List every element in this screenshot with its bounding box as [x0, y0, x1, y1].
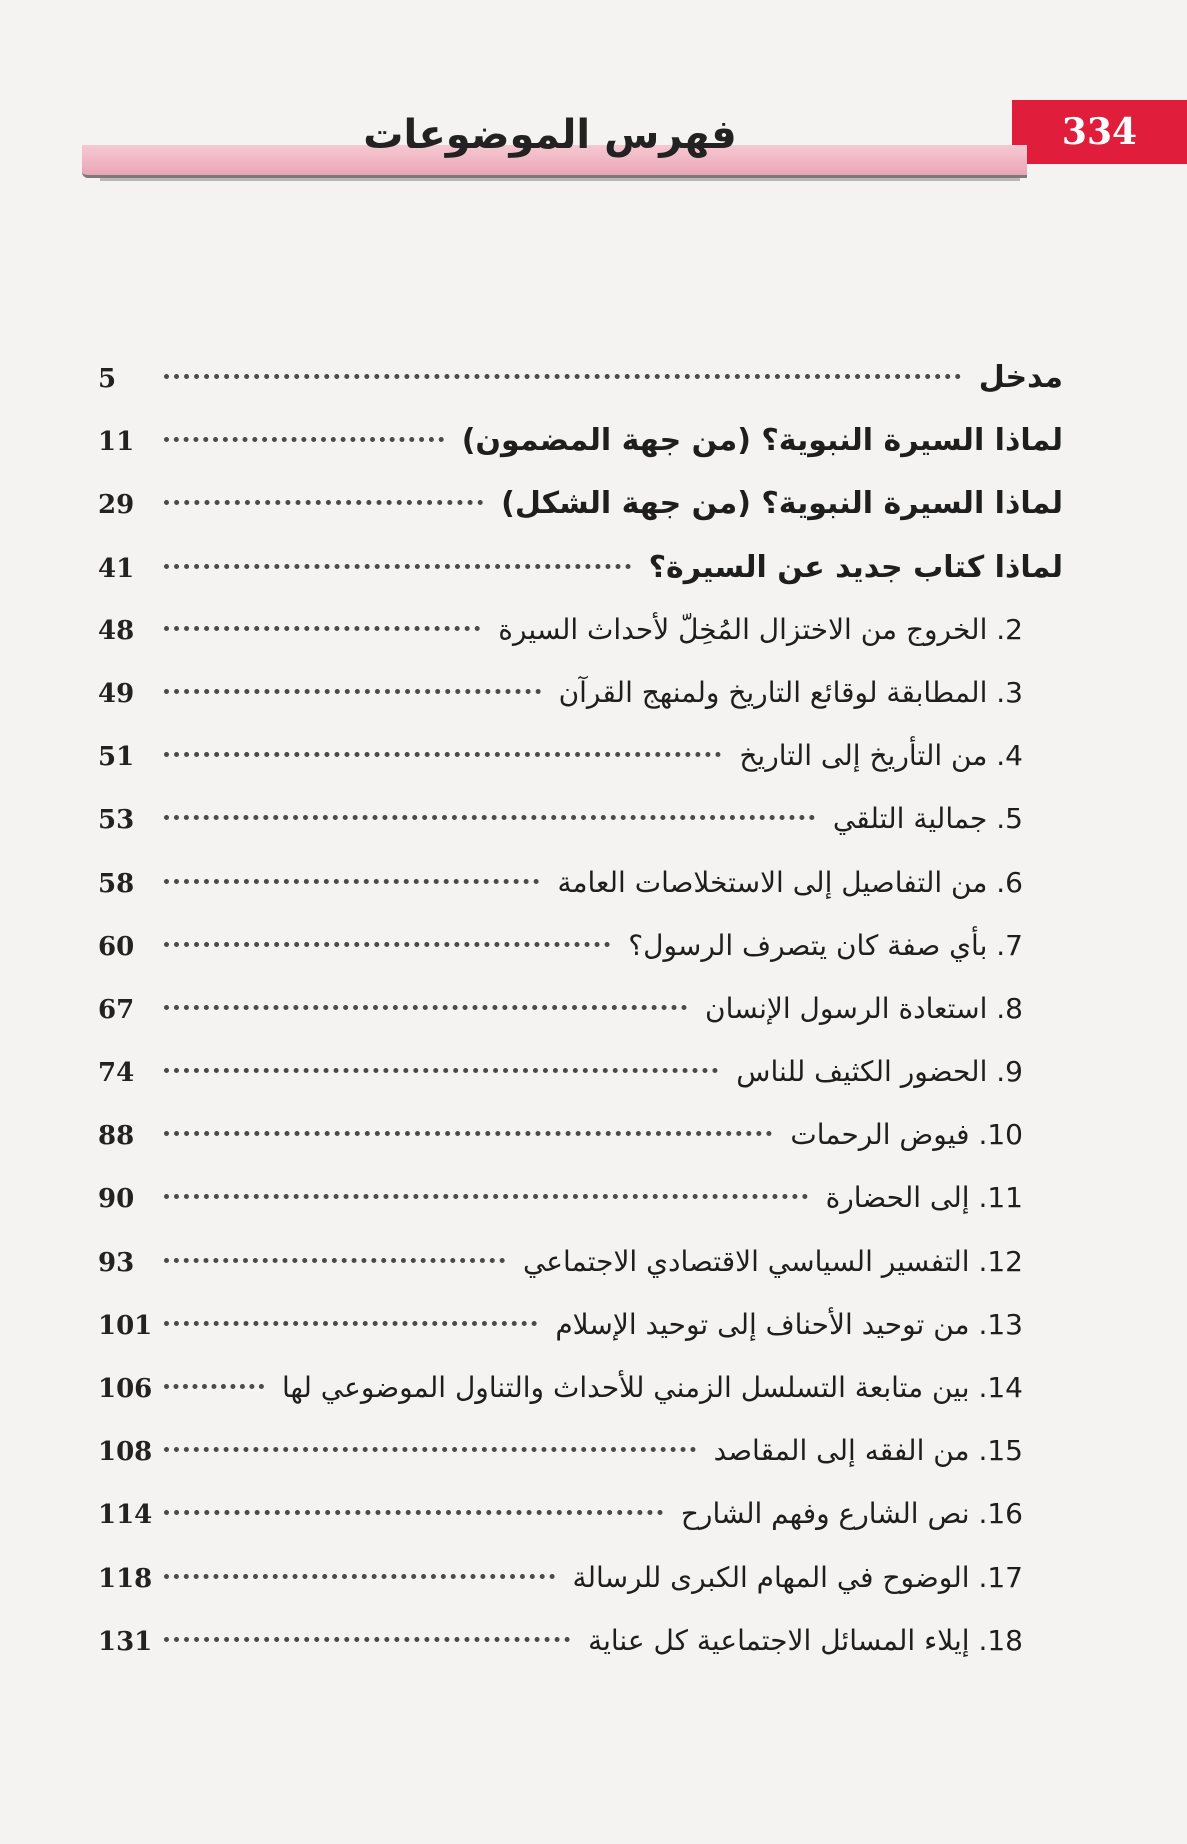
toc-entry-title: لماذا السيرة النبوية؟ (من جهة الشكل) — [501, 486, 1063, 522]
toc-entry-page: 106 — [98, 1374, 153, 1404]
toc-entry-title: 12. التفسير السياسي الاقتصادي الاجتماعي — [522, 1244, 1023, 1278]
table-of-contents — [98, 360, 1063, 1687]
dot-leader — [164, 942, 610, 947]
toc-entry-title: لماذا السيرة النبوية؟ (من جهة المضمون) — [461, 423, 1063, 459]
toc-entry-title: 18. إيلاء المسائل الاجتماعية كل عناية — [588, 1623, 1023, 1657]
toc-entry — [98, 676, 1063, 739]
dot-leader — [164, 437, 444, 442]
toc-entry-page: 118 — [98, 1563, 153, 1594]
dot-leader — [164, 1447, 696, 1452]
toc-entry-title: 10. فيوض الرحمات — [790, 1118, 1023, 1152]
toc-entry — [98, 1434, 1063, 1497]
toc-entry-page: 29 — [98, 490, 135, 521]
toc-entry-page: 88 — [98, 1121, 135, 1152]
page-number: 334 — [1061, 111, 1138, 153]
toc-entry — [98, 866, 1063, 929]
dot-leader — [164, 1131, 772, 1136]
toc-entry — [98, 1245, 1063, 1308]
toc-entry — [98, 802, 1063, 865]
toc-entry-title: مدخل — [978, 360, 1063, 395]
toc-entry-page: 49 — [98, 678, 135, 709]
toc-entry-title: 7. بأي صفة كان يتصرف الرسول؟ — [628, 928, 1023, 962]
dot-leader — [164, 1637, 570, 1642]
dot-leader — [164, 1384, 264, 1389]
toc-entry-page: 101 — [98, 1310, 153, 1341]
toc-entry — [98, 1371, 1063, 1434]
dot-leader — [164, 1258, 505, 1263]
dot-leader — [164, 879, 539, 884]
toc-entry-page: 93 — [98, 1247, 135, 1278]
toc-entry-page: 108 — [98, 1437, 153, 1468]
toc-entry — [98, 929, 1063, 992]
toc-entry-title: 5. جمالية التلقي — [832, 802, 1023, 836]
dot-leader — [164, 1574, 555, 1579]
toc-entry — [98, 1055, 1063, 1118]
dot-leader — [164, 689, 541, 694]
title-shadow — [100, 178, 1020, 181]
toc-entry-title: 8. استعادة الرسول الإنسان — [705, 991, 1023, 1025]
toc-entry-title: 3. المطابقة لوقائع التاريخ ولمنهج القرآن — [558, 675, 1023, 709]
toc-entry-title: 11. إلى الحضارة — [825, 1181, 1023, 1215]
dot-leader — [164, 815, 815, 820]
toc-entry-title: 2. الخروج من الاختزال المُخِلّ لأحداث السيرة — [498, 612, 1023, 646]
toc-entry-title: 14. بين متابعة التسلسل الزمني للأحداث والتناول الموضوعي لها — [281, 1371, 1023, 1404]
toc-entry-page: 60 — [98, 931, 135, 962]
toc-entry — [98, 739, 1063, 802]
dot-leader — [164, 1005, 687, 1010]
toc-entry — [98, 486, 1063, 549]
toc-entry-title: 15. من الفقه إلى المقاصد — [713, 1434, 1023, 1468]
toc-entry-title: لماذا كتاب جديد عن السيرة؟ — [648, 549, 1063, 585]
dot-leader — [164, 1194, 808, 1199]
dot-leader — [164, 752, 721, 757]
toc-entry-page: 5 — [98, 364, 117, 394]
toc-entry — [98, 1497, 1063, 1560]
toc-entry — [98, 1181, 1063, 1244]
toc-entry — [98, 360, 1063, 423]
toc-entry-page: 48 — [98, 615, 135, 646]
toc-entry-title: 16. نص الشارع وفهم الشارح — [680, 1497, 1023, 1531]
toc-entry-page: 114 — [98, 1500, 153, 1531]
toc-entry — [98, 992, 1063, 1055]
toc-entry — [98, 1624, 1063, 1687]
dot-leader — [164, 374, 961, 379]
dot-leader — [164, 1510, 663, 1515]
toc-entry — [98, 1308, 1063, 1371]
dot-leader — [164, 1068, 718, 1073]
toc-entry-title: 4. من التأريخ إلى التاريخ — [739, 739, 1023, 773]
toc-entry-page: 58 — [98, 868, 135, 899]
dot-leader — [164, 626, 480, 631]
dot-leader — [164, 500, 483, 505]
toc-entry-page: 131 — [98, 1626, 153, 1657]
toc-entry-page: 53 — [98, 805, 135, 836]
dot-leader — [164, 1321, 537, 1326]
page-title: فهرس الموضوعات — [363, 112, 737, 158]
toc-entry-page: 51 — [98, 742, 135, 773]
toc-entry-title: 17. الوضوح في المهام الكبرى للرسالة — [572, 1560, 1023, 1594]
toc-entry-title: 9. الحضور الكثيف للناس — [736, 1055, 1023, 1089]
toc-entry-page: 74 — [98, 1058, 135, 1089]
toc-entry — [98, 423, 1063, 486]
dot-leader — [164, 564, 631, 569]
page-number-tab — [1012, 100, 1187, 164]
toc-entry — [98, 613, 1063, 676]
toc-entry-title: 13. من توحيد الأحناف إلى توحيد الإسلام — [555, 1307, 1023, 1341]
toc-entry — [98, 1118, 1063, 1181]
toc-entry-page: 67 — [98, 994, 135, 1025]
toc-entry — [98, 1561, 1063, 1624]
toc-entry-page: 11 — [98, 427, 135, 458]
toc-entry-page: 90 — [98, 1184, 135, 1215]
toc-entry — [98, 550, 1063, 613]
toc-entry-title: 6. من التفاصيل إلى الاستخلاصات العامة — [557, 865, 1023, 899]
toc-entry-page: 41 — [98, 553, 135, 584]
